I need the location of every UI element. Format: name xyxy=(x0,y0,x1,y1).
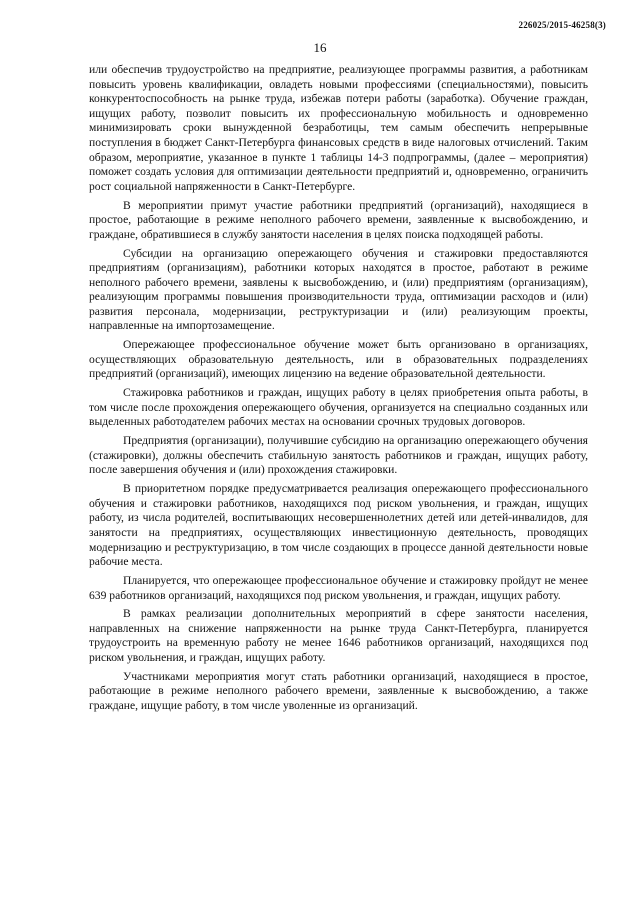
paragraph-10: Участниками мероприятия могут стать работники организаций, находящиеся в простое, работающие в режиме неполного рабочего времени, заявленные к высвобождению, а также граждане, ищущие работу, в том числе уволенные из организаций. xyxy=(89,669,588,713)
paragraph-3: Субсидии на организацию опережающего обучения и стажировки предоставляются предприятиям (организациям), работники которых находятся в простое, работают в режиме неполного рабочего времени, заявлены к высвобождению, и (или) предприятиям (организациям), реализующим программы повышения производительности труда, оптимизации расходов и (или) развития персонала, модернизации, реструктуризации и (или) реализующим проекты, направленные на импортозамещение. xyxy=(89,246,588,333)
document-body xyxy=(89,63,588,718)
paragraph-8: Планируется, что опережающее профессиональное обучение и стажировку пройдут не менее 639 работников организаций, находящихся под риском увольнения, и граждан, ищущих работу. xyxy=(89,573,588,602)
paragraph-9: В рамках реализации дополнительных мероприятий в сфере занятости населения, направленных на снижение напряженности на рынке труда Санкт-Петербурга, планируется трудоустроить на временную работу не менее 1646 работников организаций, находящихся под риском увольнения, и граждан, ищущих работу. xyxy=(89,607,588,665)
paragraph-7: В приоритетном порядке предусматривается реализация опережающего профессионального обучения и стажировки работников, находящихся под риском увольнения, и граждан, ищущих работу, из числа родителей, воспитывающих несовершеннолетних детей или детей-инвалидов, для занятости на предприятиях, осуществляющих инвестиционную деятельность, проводящих модернизацию и реструктуризацию, в том числе создающих в процессе данной деятельности новые рабочие места. xyxy=(89,482,588,569)
document-id: 226025/2015-46258(3) xyxy=(518,20,606,30)
paragraph-4: Опережающее профессиональное обучение может быть организовано в организациях, осуществляющих образовательную деятельность, или в образовательных подразделениях предприятий (организаций), имеющих лицензию на ведение образовательной деятельности. xyxy=(89,338,588,381)
paragraph-2: В мероприятии примут участие работники предприятий (организаций), находящиеся в простое, работающие в режиме неполного рабочего времени, заявленные к высвобождению, и граждане, обратившиеся в службу занятости населения в целях поиска подходящей работы. xyxy=(89,198,588,241)
paragraph-5: Стажировка работников и граждан, ищущих работу в целях приобретения опыта работы, в том числе после прохождения опережающего обучения, организуется на специально созданных или выделенных работодателем рабочих местах на основании срочных трудовых договоров. xyxy=(89,386,588,429)
paragraph-1: или обеспечив трудоустройство на предприятие, реализующее программы развития, а работникам повысить уровень квалификации, овладеть новыми профессиями (специальностями), повысить конкурентоспособность на рынке труда, избежав потери работы (заработка). Обучение граждан, ищущих работу, позволит повысить их профессиональную мобильность и одновременно минимизировать сроки вынужденной безработицы, тем самым обеспечить непрерывные поступления в бюджет Санкт-Петербурга финансовых средств в виде налоговых отчислений. Таким образом, мероприятие, указанное в пункте 1 таблицы 14-3 подпрограммы, (далее – мероприятия) поможет создать условия для оптимизации деятельности предприятий и, одновременно, ограничить рост социальной напряженности в Санкт-Петербурге. xyxy=(89,63,588,193)
paragraph-6: Предприятия (организации), получившие субсидию на организацию опережающего обучения (стажировки), должны обеспечить стабильную занятость работников и граждан, ищущих работу, после завершения обучения и (или) прохождения стажировки. xyxy=(89,434,588,477)
page-number: 16 xyxy=(313,40,327,55)
